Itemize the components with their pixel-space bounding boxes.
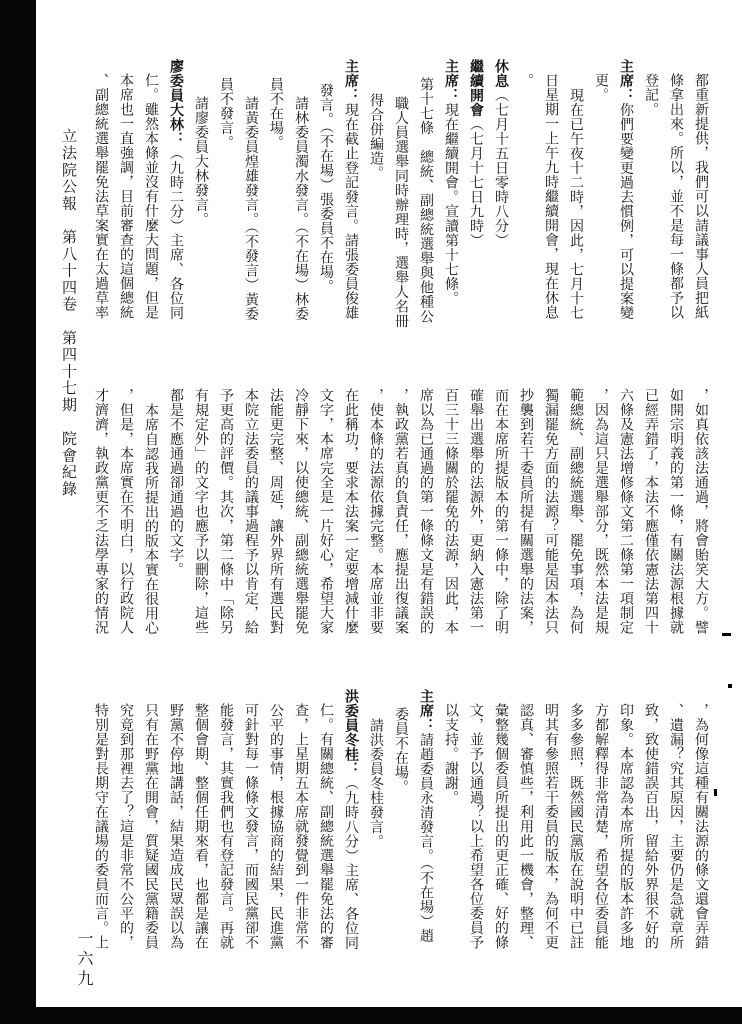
text-column: 整個會期、整個任期來看，也都是讓在: [193, 703, 209, 950]
text-column: ，執政黨若真的負責任，應提出復議案: [393, 388, 409, 635]
text-column: 特別是對長期守在議場的委員而言。上: [93, 703, 109, 950]
speaker-or-heading: 主席：: [618, 58, 634, 102]
text-column: 予更高的評價。其次，第二條中「除另: [218, 388, 234, 635]
text-column: 六條及憲法增修條文第二條第一項制定: [618, 388, 634, 635]
text-column: 而在本席所提版本的第一條中，除了明: [493, 388, 509, 635]
text-column: 請廖委員大林發言。: [193, 96, 209, 227]
text-column: 席以為已通過的第一條條文是有錯誤的: [418, 388, 434, 635]
text-column: 。: [518, 73, 534, 88]
text-column: 第十七條 總統、副總統選舉與他種公: [418, 77, 434, 324]
text-column: 職人員選舉同時辦理時，選舉人名冊: [393, 96, 409, 329]
text-column: ，如真依該法通過，將會貽笑大方。譬: [693, 388, 709, 635]
speaker-or-heading: 主席：: [418, 688, 434, 732]
text-column: 本院立法委員的議事過程予以肯定，給: [243, 388, 259, 635]
text-column: 主席：你們要變更過去慣例，可以提案變: [618, 58, 634, 320]
register-bottom: [0, 688, 742, 983]
text-column: 繼續開會（七月十七日九時）: [468, 58, 484, 247]
text-column: 都是不應通過卻通過的文字。: [168, 388, 184, 577]
text-column: 文，並予以通過？以上希望各位委員予: [468, 703, 484, 950]
scan-border-bottom: [0, 1007, 742, 1024]
text-column: 請林委員濁水發言。（不在場）林委: [293, 96, 309, 322]
speaker-or-heading: 主席：: [443, 58, 459, 102]
text-column: 、副總統選舉罷免法草案實在太過草率: [93, 73, 109, 320]
text-column: 確舉出選舉的法源外，更納入憲法第一: [468, 388, 484, 635]
text-column: 都重新提供，我們可以請議事人員把紙: [693, 73, 709, 320]
text-column: 已經弄錯了，本法不應僅依憲法第四十: [643, 388, 659, 635]
text-column: 野黨不停地講話，結果造成民眾誤以為: [168, 703, 184, 950]
text-column: 方都解釋得非常清楚，希望各位委員能: [593, 703, 609, 950]
text-column: 洪委員冬桂：（九時八分）主席、各位同: [343, 688, 359, 950]
text-column: 抄襲到若干委員所提有關選舉的法案，: [518, 388, 534, 635]
text-column: 冷靜下來，以使總統、副總統選舉罷免: [293, 388, 309, 635]
speaker-or-heading: 休息: [493, 58, 509, 88]
text-column: 範總統、副總統選舉、罷免事項，為何: [568, 388, 584, 635]
text-column: 致，致使錯誤百出，留給外界很不好的: [643, 703, 659, 950]
text-column: 、遺漏？究其原因，主要仍是急就章所: [668, 703, 684, 950]
scan-artifact: [728, 684, 732, 688]
page-number: 一六九: [75, 930, 94, 990]
text-column: 現在已午夜十二時，因此，七月十七: [568, 87, 584, 320]
speaker-or-heading: 廖委員大林：: [168, 58, 184, 146]
text-column: 廖委員大林：（九時二分）主席、各位同: [168, 58, 184, 320]
text-column: ，使本條的法源依據完整。本席並非要: [368, 388, 384, 635]
text-column: 多多參照，既然國民黨版在說明中已註: [568, 703, 584, 950]
text-column: 登記。: [643, 73, 659, 117]
text-column: 員不發言。: [218, 77, 234, 150]
text-column: 以支持。謝謝。: [443, 703, 459, 805]
text-column: 只有在野黨在開會，質疑國民黨籍委員: [143, 703, 159, 950]
text-column: 本席自認我所提出的版本實在很用心: [143, 402, 159, 635]
register-middle: [0, 388, 742, 658]
text-column: 公平的事情，根據協商的結果，民進黨: [268, 703, 284, 950]
text-column: 才濟濟，執政黨更不乏法學專家的情況: [93, 388, 109, 635]
text-column: ，因為這只是選舉部分，既然本法是規: [593, 388, 609, 635]
text-column: 本席也一直強調，目前審查的這個總統: [118, 73, 134, 320]
text-column: 究竟到那裡去了？這是非常不公平的，: [118, 703, 134, 950]
text-column: 在此稱功，要求本法案一定要增減什麼: [343, 388, 359, 635]
text-column: 主席：現在截止登記發言。請張委員俊雄: [343, 58, 359, 320]
text-column: 委員不在場。: [393, 707, 409, 795]
text-column: 條拿出來。所以，並不是每一條都予以: [668, 73, 684, 320]
text-column: 主席：請趙委員永清發言。（不在場）趙: [418, 688, 434, 943]
text-column: 請黃委員煌雄發言。（不發言）黃委: [243, 96, 259, 322]
text-column: 更。: [593, 73, 609, 102]
speaker-or-heading: 洪委員冬桂：: [343, 688, 359, 776]
text-column: 查，上星期五本席就發覺到一件非常不: [293, 703, 309, 950]
text-column: 發言。（不在場）張委員不在場。: [318, 83, 334, 294]
text-column: 有規定外」的文字也應予以刪除，這些: [193, 388, 209, 635]
text-column: 主席：現在繼續開會。宣讀第十七條。: [443, 58, 459, 305]
text-column: ，為何像這種有關法源的條文還會弄錯: [693, 703, 709, 950]
text-column: 日星期一上午九時繼續開會，現在休息: [543, 73, 559, 320]
text-column: 休息（七月十五日零時八分）: [493, 58, 509, 247]
text-column: 文字，本席完全是一片好心，希望大家: [318, 388, 334, 635]
text-column: 仁。有關總統、副總統選舉罷免法的審: [318, 703, 334, 950]
text-column: 獨漏罷免方面的法源？可能是因本法只: [543, 388, 559, 635]
text-column: 百三十三條關於罷免的法源，因此，本: [443, 388, 459, 635]
text-column: 可針對每一條條文發言，而國民黨卻不: [243, 703, 259, 950]
publication-spine-title: 立法院公報 第八十四卷 第四十七期 院會紀錄: [60, 128, 78, 498]
text-column: ，但是，本席實在不明白，以行政院人: [118, 388, 134, 635]
text-column: 得合併編造。: [368, 93, 384, 181]
text-column: 如開宗明義的第一條，有關法源根據就: [668, 388, 684, 635]
text-column: 請洪委員冬桂發言。: [368, 717, 384, 848]
register-top: [0, 58, 742, 373]
text-column: 印象。本席認為本席所提的版本許多地: [618, 703, 634, 950]
text-column: 彙整幾個委員所提出的更正確、好的條: [493, 703, 509, 950]
text-column: 認真、審慎些，利用此一機會，整理、: [518, 703, 534, 950]
speaker-or-heading: 繼續開會: [468, 58, 484, 117]
text-column: 員不在場。: [268, 77, 284, 150]
text-column: 明其有參照若干委員的版本，為何不更: [543, 703, 559, 950]
text-column: 能發言，其實我們也有登記發言。再就: [218, 703, 234, 950]
text-column: 仁。雖然本條並沒有什麼大問題，但是: [143, 73, 159, 320]
text-column: 法能更完整、周延，讓外界所有選民對: [268, 388, 284, 635]
speaker-or-heading: 主席：: [343, 58, 359, 102]
